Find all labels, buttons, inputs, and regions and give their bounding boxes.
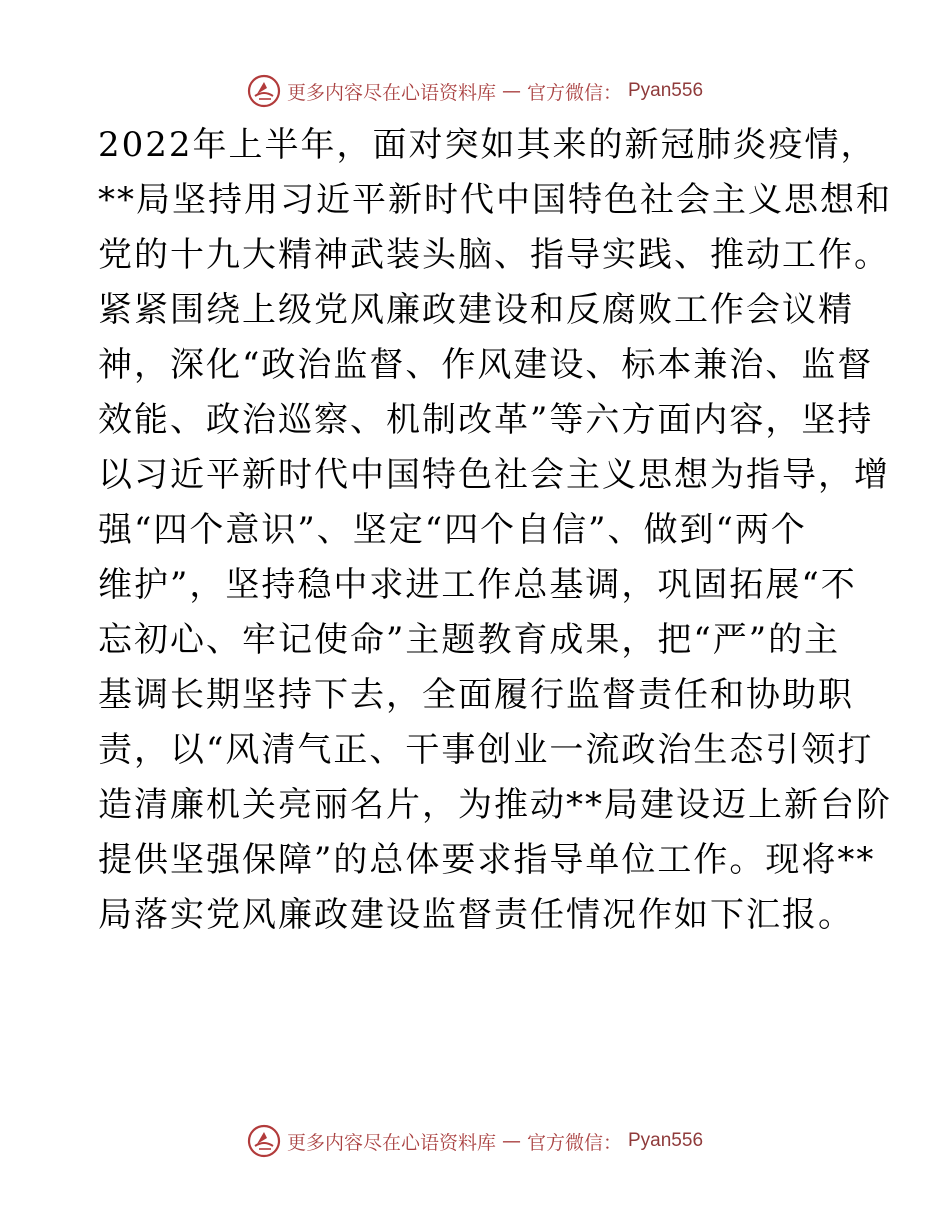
watermark-site-text: 更多内容尽在心语资料库 — [286, 1131, 496, 1154]
watermark-contact-id: Pyan556 — [628, 1130, 704, 1151]
paragraph-line: 2022年上半年，面对突如其来的新冠肺炎疫情， — [98, 125, 877, 165]
paragraph-line: 神，深化“政治监督、作风建设、标本兼治、监督 — [98, 345, 874, 385]
paragraph-line: 效能、政治巡察、机制改革”等六方面内容，坚持 — [98, 400, 874, 440]
watermark-dash: — — [501, 1130, 521, 1152]
header-watermark — [0, 74, 950, 108]
paragraph-line: 忘初心、牢记使命”主题教育成果，把“严”的主 — [98, 620, 841, 660]
paragraph-line: 党的十九大精神武装头脑、指导实践、推动工作。 — [98, 235, 890, 275]
paragraph-line: 造清廉机关亮丽名片，为推动**局建设迈上新台阶 — [98, 785, 892, 825]
watermark-contact-id: Pyan556 — [628, 80, 704, 101]
watermark-site-text: 更多内容尽在心语资料库 — [286, 81, 496, 104]
book-feather-logo-icon — [247, 1124, 281, 1158]
watermark-contact-label: 官方微信： — [526, 81, 622, 104]
book-feather-logo-icon — [247, 74, 281, 108]
paragraph-line: 局落实党风廉政建设监督责任情况作如下汇报。 — [98, 895, 854, 935]
paragraph-line: 基调长期坚持下去，全面履行监督责任和协助职 — [98, 675, 854, 715]
paragraph-line: 提供坚强保障”的总体要求指导单位工作。现将** — [98, 840, 876, 880]
paragraph-line: 强“四个意识”、坚定“四个自信”、做到“两个 — [98, 510, 807, 550]
footer-watermark — [0, 1124, 950, 1158]
watermark-contact-label: 官方微信： — [526, 1131, 622, 1154]
paragraph-line: 紧紧围绕上级党风廉政建设和反腐败工作会议精 — [98, 290, 854, 330]
paragraph-line: 责，以“风清气正、干事创业一流政治生态引领打 — [98, 730, 874, 770]
watermark-dash: — — [501, 80, 521, 102]
paragraph-line: 维护”，坚持稳中求进工作总基调，巩固拓展“不 — [98, 565, 857, 605]
paragraph-line: **局坚持用习近平新时代中国特色社会主义思想和 — [98, 180, 892, 220]
paragraph-line: 以习近平新时代中国特色社会主义思想为指导，增 — [98, 455, 890, 495]
